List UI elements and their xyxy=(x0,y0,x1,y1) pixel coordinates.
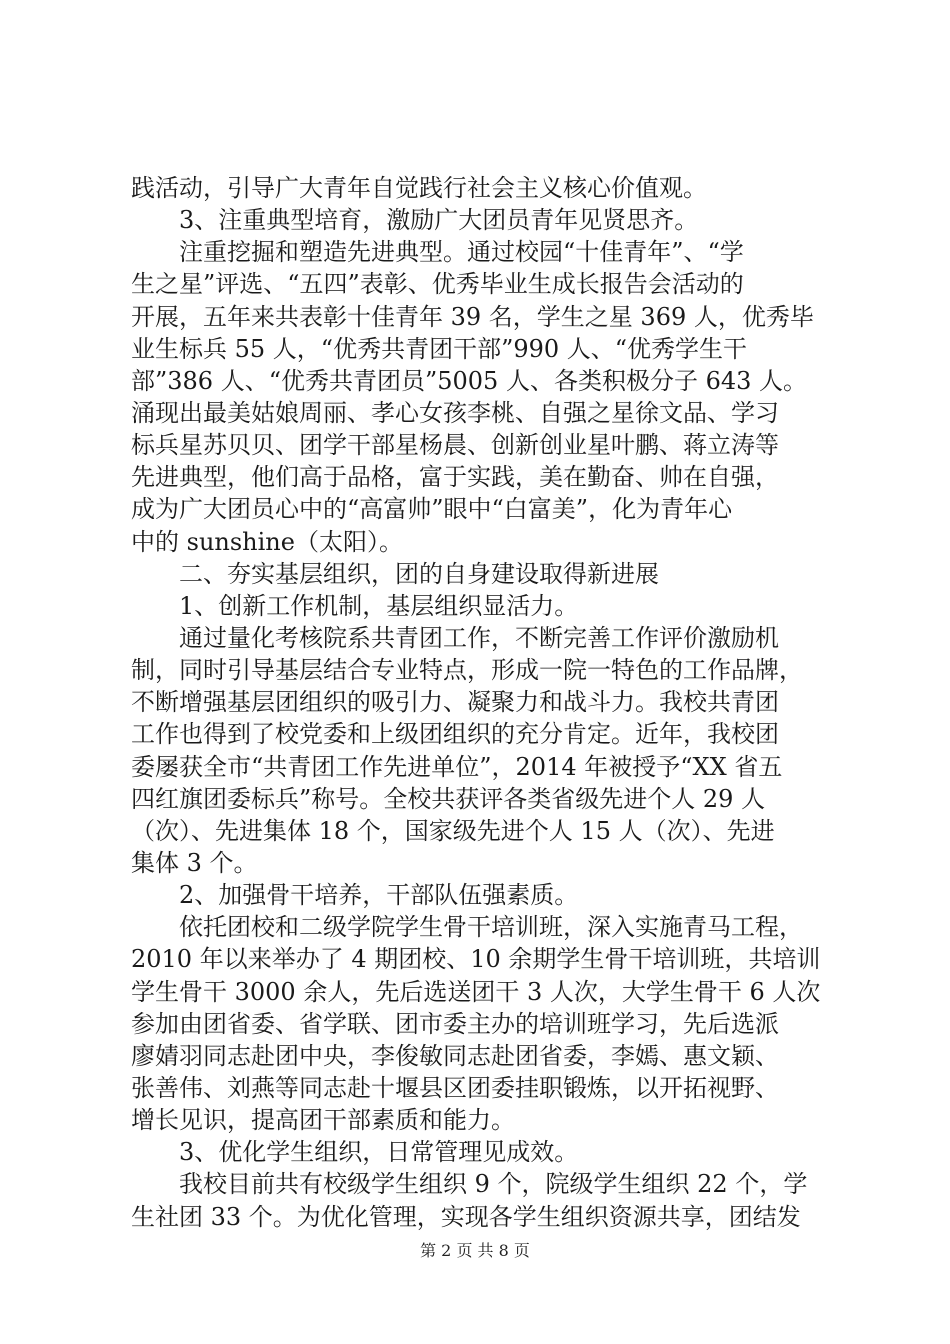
paragraph-start: 我校目前共有校级学生组织 9 个，院级学生组织 22 个，学 xyxy=(179,1170,808,1199)
text-line: 先进典型，他们高于品格，富于实践，美在勤奋、帅在自强， xyxy=(131,463,779,492)
text-line: 制，同时引导基层结合专业特点，形成一院一特色的工作品牌， xyxy=(131,656,803,685)
text-line: 四红旗团委标兵”称号。全校共获评各类省级先进个人 29 人 xyxy=(131,784,766,813)
paragraph-start: 通过量化考核院系共青团工作，不断完善工作评价激励机 xyxy=(179,623,779,652)
text-line: 开展，五年来共表彰十佳青年 39 名，学生之星 369 人，优秀毕 xyxy=(131,302,814,331)
text-line: 业生标兵 55 人，“优秀共青团干部”990 人、“优秀学生干 xyxy=(131,334,748,363)
paragraph-start: 注重挖掘和塑造先进典型。通过校园“十佳青年”、“学 xyxy=(179,238,744,267)
section-heading: 3、注重典型培育，激励广大团员青年见贤思齐。 xyxy=(179,206,699,235)
text-line: 增长见识，提高团干部素质和能力。 xyxy=(131,1106,515,1135)
text-line: 张善伟、刘燕等同志赴十堰县区团委挂职锻炼，以开拓视野、 xyxy=(131,1073,779,1102)
text-line: 不断增强基层团组织的吸引力、凝聚力和战斗力。我校共青团 xyxy=(131,688,779,717)
text-line: 践活动，引导广大青年自觉践行社会主义核心价值观。 xyxy=(131,174,707,202)
section-heading: 二、夯实基层组织，团的自身建设取得新进展 xyxy=(179,559,659,588)
text-line: 委屡获全市“共青团工作先进单位”，2014 年被授予“XX 省五 xyxy=(131,752,783,781)
text-line: （次）、先进集体 18 个，国家级先进个人 15 人（次）、先进 xyxy=(131,816,775,845)
text-line: 生之星”评选、“五四”表彰、优秀毕业生成长报告会活动的 xyxy=(131,270,744,299)
paragraph-start: 依托团校和二级学院学生骨干培训班，深入实施青马工程， xyxy=(179,913,803,942)
subsection-heading: 2、加强骨干培养，干部队伍强素质。 xyxy=(179,881,579,910)
subsection-heading: 1、创新工作机制，基层组织显活力。 xyxy=(179,591,579,620)
text-line: 标兵星苏贝贝、团学干部星杨晨、创新创业星叶鹏、蒋立涛等 xyxy=(131,431,779,460)
subsection-heading: 3、优化学生组织，日常管理见成效。 xyxy=(179,1138,579,1167)
text-line: 生社团 33 个。为优化管理，实现各学生组织资源共享，团结发 xyxy=(131,1202,801,1231)
text-line: 参加由团省委、省学联、团市委主办的培训班学习，先后选派 xyxy=(131,1009,779,1038)
text-line: 成为广大团员心中的“高富帅”眼中“白富美”，化为青年心 xyxy=(131,495,733,524)
page-footer xyxy=(0,1241,950,1261)
text-line: 部”386 人、“优秀共青团员”5005 人、各类积极分子 643 人。 xyxy=(131,366,808,395)
page-number: 第 2 页 共 8 页 xyxy=(420,1241,530,1260)
text-line: 学生骨干 3000 余人，先后选送团干 3 人次，大学生骨干 6 人次 xyxy=(131,977,821,1006)
text-line: 集体 3 个。 xyxy=(131,848,258,877)
document-body xyxy=(131,172,833,1233)
text-line: 工作也得到了校党委和上级团组织的充分肯定。近年，我校团 xyxy=(131,720,779,749)
text-line: 廖婧羽同志赴团中央，李俊敏同志赴团省委，李嫣、惠文颖、 xyxy=(131,1041,779,1070)
text-line: 涌现出最美姑娘周丽、孝心女孩李桃、自强之星徐文品、学习 xyxy=(131,398,779,427)
text-line: 中的 sunshine（太阳）。 xyxy=(131,527,403,556)
text-line: 2010 年以来举办了 4 期团校、10 余期学生骨干培训班，共培训 xyxy=(131,945,821,974)
